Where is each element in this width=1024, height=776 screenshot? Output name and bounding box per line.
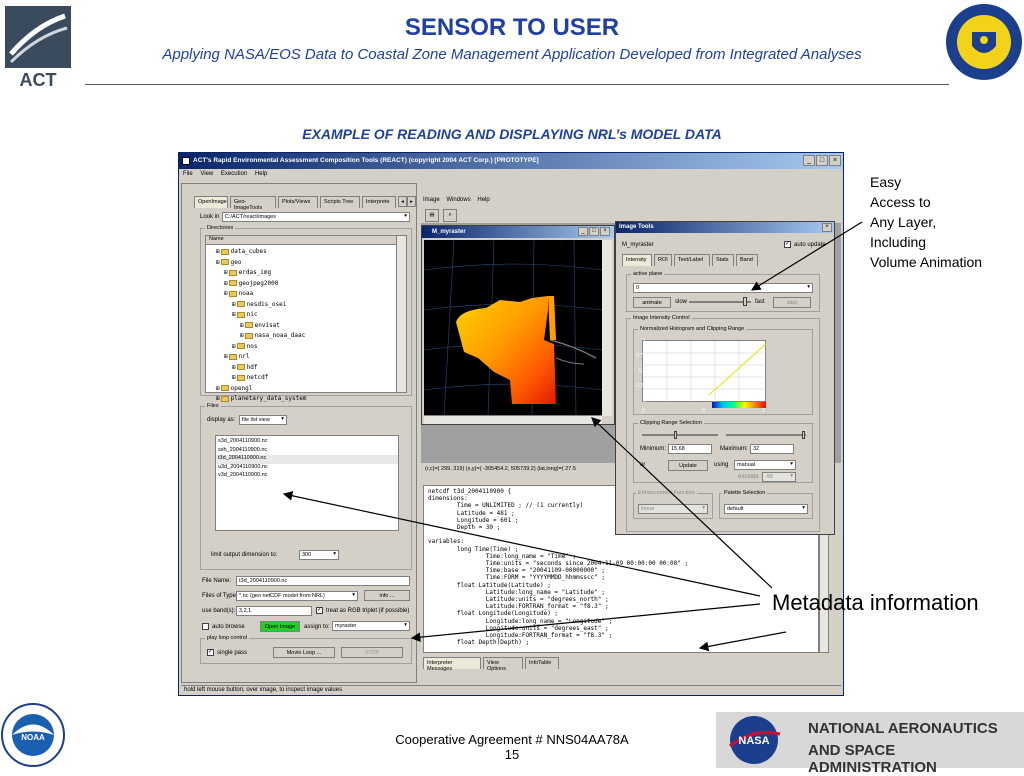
use-bands-value: 3,2,1: [239, 608, 252, 614]
close-button[interactable]: ×: [829, 155, 841, 166]
using-label: using: [714, 462, 729, 468]
expand-icon[interactable]: ⊞: [240, 332, 244, 339]
code-line: Time = UNLIMITED ; // (1 currently): [428, 502, 584, 510]
code-line: Time:FORM = "YYYYMMDD_hhmmsscc" ;: [428, 574, 606, 582]
minimum-label: Minimum:: [640, 446, 667, 452]
tree-item-label: geojpeg2000: [238, 279, 279, 287]
annot-line-5: Volume Animation: [870, 254, 983, 270]
raster-maximize-button[interactable]: □: [589, 227, 599, 236]
display-as-value: file list view: [242, 417, 270, 423]
chevron-down-icon: ▾: [790, 461, 793, 467]
tab-openimage[interactable]: OpenImage: [194, 196, 228, 208]
minimum-value: 15.68: [671, 446, 685, 452]
tree-item-label: planetary_data_system: [230, 395, 307, 402]
expand-icon[interactable]: ⊞: [232, 363, 236, 371]
display-as-label: display as:: [207, 417, 236, 423]
layers-tool-icon[interactable]: ▤: [425, 209, 439, 222]
code-line: Longitude:FORTRAN_format = "f8.3" ;: [428, 632, 613, 640]
coords-text: (r,c)=( 299, 319) (x,y)=( -305454.2, 505739.2) (lat,long)=( 27.5: [425, 466, 576, 472]
svg-text:NOAA: NOAA: [21, 733, 45, 742]
chevron-down-icon: ▾: [404, 213, 407, 219]
tree-item-label: nasa_noaa_daac: [254, 332, 306, 339]
histogram-y-tick: 0: [643, 398, 646, 404]
code-line: dimensions:: [428, 495, 468, 503]
tree-item-label: nic: [246, 311, 258, 318]
annot-line-3: Any Layer,: [870, 214, 937, 230]
auto-update-checkbox[interactable]: ✓: [785, 241, 791, 247]
file-list-item[interactable]: u3d_2004110900.nc: [218, 463, 268, 470]
fast-label: fast: [755, 299, 765, 305]
palette-label: Palette Selection: [724, 490, 766, 496]
animation-stop-button[interactable]: stop: [773, 297, 811, 308]
info-button[interactable]: info ...: [364, 590, 410, 601]
annot-line-2: Access to: [870, 194, 931, 210]
expand-icon[interactable]: ⊞: [224, 279, 228, 287]
histogram-y-tick: 0.5: [639, 368, 646, 374]
example-heading: EXAMPLE OF READING AND DISPLAYING NRL’s MODEL DATA: [302, 126, 722, 142]
tree-item-label: nos: [246, 342, 258, 350]
maximum-label: Maximum:: [720, 446, 748, 452]
tab-band[interactable]: Band: [736, 254, 758, 266]
annot-line-1: Easy: [870, 174, 902, 190]
tree-header-name: Name: [209, 236, 224, 242]
exclude-label: exclude: [738, 474, 759, 480]
file-name-label: File Name:: [202, 578, 232, 584]
file-name-value: t3d_2004110900.nc: [239, 578, 288, 584]
expand-icon[interactable]: ⊞: [224, 290, 228, 297]
look-in-value: C:/ACT/react/images: [225, 214, 277, 220]
assign-to-label: assign to:: [304, 624, 330, 630]
code-line: netcdf t3d_2004110900 {: [428, 488, 512, 495]
animate-button[interactable]: animate: [633, 297, 671, 308]
chevron-down-icon: ▾: [802, 505, 805, 511]
tab-view-options[interactable]: View Options: [483, 657, 523, 669]
metadata-annotation: Metadata information: [772, 590, 979, 615]
tree-item-label: erdas_img: [238, 269, 272, 276]
open-image-button[interactable]: Open Image: [260, 621, 300, 632]
arrow-to-raster: [592, 418, 772, 588]
expand-icon[interactable]: ⊞: [232, 300, 236, 308]
files-of-type-label: Files of Type: [202, 593, 236, 599]
expand-icon[interactable]: ⊞: [216, 384, 220, 392]
footer-agreement: Cooperative Agreement # NNS04AA78A: [395, 732, 629, 747]
page-number: 15: [504, 747, 520, 762]
expand-icon[interactable]: ⊞: [232, 374, 236, 381]
tab-infotable[interactable]: InfoTable: [525, 657, 559, 669]
svg-text:ACT: ACT: [19, 70, 57, 90]
code-line: Longitude = 601 ;: [428, 516, 519, 524]
minimize-button[interactable]: _: [803, 155, 815, 166]
tab-intensity[interactable]: Intensity: [622, 254, 652, 266]
tab-interpreter[interactable]: Interprete: [362, 196, 396, 208]
tab-roi[interactable]: ROI: [654, 254, 672, 266]
noaa-logo: [0, 702, 66, 768]
expand-icon[interactable]: ⊞: [216, 258, 220, 266]
tree-item-label: nesdis_osei: [246, 300, 287, 308]
chevron-down-icon: ▾: [807, 284, 810, 290]
files-label: Files: [207, 403, 219, 409]
histogram-x-tick: 0: [702, 408, 705, 414]
code-line: variables:: [428, 538, 465, 546]
tree-item-label: nrl: [238, 353, 250, 360]
tree-item-label: opengl: [230, 384, 253, 392]
tree-item-label: netcdf: [246, 374, 269, 381]
slide-subtitle: Applying NASA/EOS Data to Coastal Zone Management Application Developed from Integrated Analyses: [162, 46, 862, 63]
histogram-label: Normalized Histogram and Clipping Range: [640, 326, 745, 332]
code-line: Latitude:long_name = "Latitude" ;: [428, 588, 606, 596]
movie-loop-button[interactable]: Movie Loop ...: [273, 647, 335, 658]
menu-image[interactable]: Image: [423, 197, 440, 203]
tab-scripts-tree[interactable]: Scripts Tree: [320, 196, 360, 208]
using-value: manual: [737, 462, 756, 468]
annot-line-4: Including: [870, 234, 927, 250]
menu-help[interactable]: Help: [254, 171, 268, 177]
raster-minimize-button[interactable]: _: [578, 227, 588, 236]
tab-interpreter-messages[interactable]: Interpreter Messages: [423, 657, 481, 669]
menu-right-help[interactable]: Help: [477, 197, 490, 203]
files-of-type-value: *.nc (geo netCDF model from NRL): [239, 593, 325, 599]
histogram-y-tick: 0.25: [636, 383, 646, 389]
code-line: Time:base = "20041109-00000000" ;: [428, 567, 606, 575]
menu-file[interactable]: File: [183, 171, 193, 177]
histogram-x-tick: 0: [642, 408, 645, 414]
expand-icon[interactable]: ⊞: [232, 342, 236, 350]
chevron-down-icon: ▾: [352, 592, 355, 598]
expand-icon[interactable]: ⊞: [216, 395, 220, 402]
svg-text:NASA: NASA: [738, 735, 770, 747]
nasa-text-line2: AND SPACE ADMINISTRATION: [808, 742, 937, 776]
code-line: Latitude:FORTRAN_format = "f8.3" ;: [428, 603, 609, 611]
tab-geo-imagetools[interactable]: Geo-ImageTools: [230, 196, 276, 208]
tab-stats[interactable]: Stats: [712, 254, 734, 266]
raster-title: M_myraster: [432, 229, 466, 235]
chevron-down-icon: ▾: [790, 473, 793, 479]
file-list-item[interactable]: s3d_2004110900.nc: [218, 438, 268, 444]
intensity-control-label: Image Intensity Control: [633, 315, 690, 321]
raster-close-button[interactable]: ×: [600, 227, 610, 236]
code-line: Time:units = "seconds since 2004-11-09 00:00:00 00:00" ;: [428, 560, 689, 568]
code-line: Longitude:units = "degrees_east" ;: [428, 624, 609, 632]
code-line: Depth = 30 ;: [428, 524, 501, 532]
auto-update-label: auto update: [794, 242, 826, 248]
limit-value: 300: [302, 552, 312, 558]
menu-windows[interactable]: Windows: [446, 197, 471, 203]
tab-scroll-right[interactable]: ▸: [407, 196, 416, 207]
file-list-item[interactable]: ssh_2004110900.nc: [218, 446, 268, 453]
image-tools-target: M_myraster: [622, 242, 654, 248]
magnify-tool-icon[interactable]: ⌕: [443, 209, 457, 222]
or-label: or: [640, 462, 646, 468]
histogram-x-tick: 3: [762, 408, 765, 414]
status-text: hold left mouse button, over image, to inspect image values: [184, 687, 343, 693]
palette-value: default: [727, 506, 744, 512]
rgb-label: treat as RGB triplet (if possible): [326, 608, 410, 614]
enhancement-label: Enhancement Function: [638, 490, 695, 496]
tree-item-label: geo: [230, 258, 242, 266]
window-title: ACT's Rapid Environmental Assessment Composition Tools (REACT) (copyright 2004 ACT Corp.) [PROTOTYPE]: [193, 157, 539, 164]
chevron-down-icon: ▾: [333, 551, 336, 557]
active-plane-label: active plane: [633, 271, 663, 277]
histogram-y-tick: 0.75: [636, 353, 646, 359]
histogram-y-tick: 1: [643, 338, 646, 344]
play-loop-label: play loop control: [207, 635, 248, 641]
nasa-text-line1: NATIONAL AERONAUTICS: [808, 720, 998, 737]
arrow-to-active-plane: [752, 222, 862, 290]
auto-browse-label: auto browse: [212, 624, 245, 630]
tree-item-label: noaa: [238, 290, 254, 297]
menu-execution[interactable]: Execution: [220, 171, 248, 177]
expand-icon[interactable]: ⊞: [224, 353, 228, 360]
image-tools-title: Image Tools: [619, 224, 654, 230]
update-button[interactable]: Update: [668, 460, 708, 471]
tab-text-label[interactable]: Text/Label: [674, 254, 710, 266]
maximum-value: 32: [753, 446, 760, 452]
tab-plots-views[interactable]: Plots/Views: [278, 196, 318, 208]
chevron-down-icon: ▾: [404, 622, 407, 628]
tab-scroll-left[interactable]: ◂: [398, 196, 407, 207]
chevron-down-icon: ▾: [281, 416, 284, 422]
maximize-button[interactable]: □: [816, 155, 828, 166]
limit-label: limit output dimension to:: [211, 552, 278, 558]
code-line: float Latitude(Latitude) ;: [428, 581, 551, 589]
rgb-checkbox[interactable]: ✓: [317, 607, 323, 613]
expand-icon[interactable]: ⊞: [216, 248, 220, 255]
code-line: Latitude:units = "degrees_north" ;: [428, 596, 609, 604]
slide-title: SENSOR TO USER: [404, 14, 620, 41]
active-plane-value: 0: [636, 285, 640, 291]
code-line: Longitude:long_name = "Longitude" ;: [428, 617, 613, 625]
chevron-down-icon: ▾: [702, 505, 705, 511]
tree-item-label: hdf: [246, 363, 258, 371]
nasa-banner: [716, 712, 1024, 776]
slow-label: slow: [675, 299, 688, 305]
single-pass-label: single pass: [217, 650, 248, 656]
clipping-label: Clipping Range Selection: [640, 420, 702, 426]
tree-item-label: envisat: [254, 321, 280, 329]
code-line: float Depth(Depth) ;: [428, 639, 530, 647]
look-in-label: Look in: [200, 214, 220, 220]
code-line: Latitude = 481 ;: [428, 509, 515, 517]
arrow-to-play-loop: [412, 604, 760, 638]
use-bands-label: use band(s):: [202, 608, 236, 614]
file-list-item[interactable]: t3d_2004110900.nc: [216, 455, 398, 464]
file-list-item[interactable]: v3d_2004110900.nc: [218, 472, 268, 478]
assign-to-value: myraster: [335, 623, 357, 629]
nasa-meatball-logo: [726, 714, 782, 766]
image-tools-close-button[interactable]: ×: [822, 223, 832, 232]
expand-icon[interactable]: ⊞: [224, 269, 228, 276]
code-line: Time:long_name = "Time" ;: [428, 552, 577, 560]
expand-icon[interactable]: ⊞: [232, 311, 236, 318]
single-pass-checkbox[interactable]: ✓: [208, 649, 214, 655]
code-line: long Time(Time) ;: [428, 545, 519, 553]
code-line: float Longitude(Longitude) ;: [428, 610, 559, 618]
tree-item-label: data_cubes: [230, 248, 267, 255]
exclude-value: -99: [765, 474, 773, 480]
enhancement-value: linear: [641, 506, 655, 512]
arrow-to-interpreter: [700, 632, 786, 648]
menu-view[interactable]: View: [200, 171, 214, 177]
expand-icon[interactable]: ⊞: [240, 321, 244, 329]
loop-stop-button[interactable]: STOP: [341, 647, 403, 658]
directories-label: Directories: [207, 225, 234, 231]
